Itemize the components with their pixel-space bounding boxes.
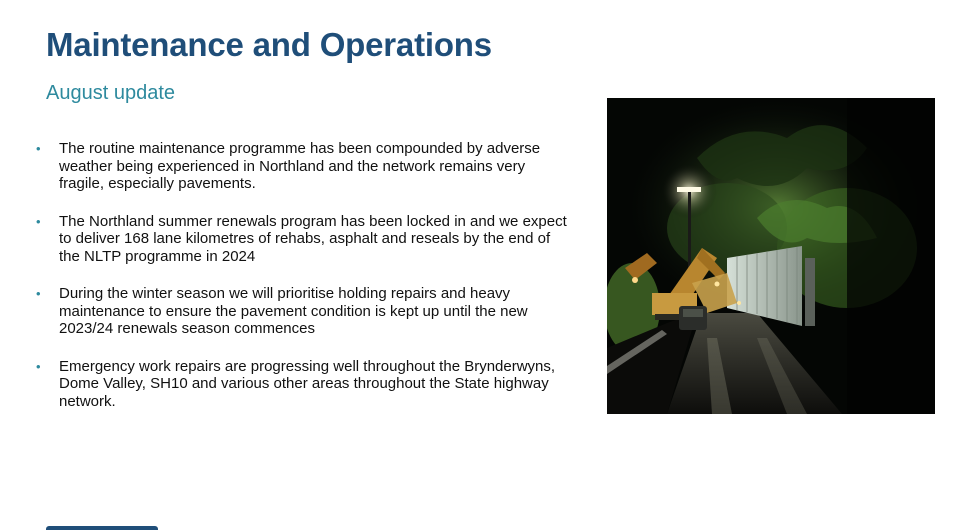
bullet-icon: •	[36, 141, 41, 156]
night-roadworks-image	[607, 98, 935, 414]
bullet-item	[34, 213, 574, 266]
bullet-icon: •	[36, 358, 41, 374]
bullet-item	[34, 358, 574, 411]
slide-title: Maintenance and Operations	[46, 26, 492, 63]
bullet-list	[34, 140, 574, 430]
bullet-text: The Northland summer renewals program has been locked in and we expect to deliver 168 lane kilometres of rehabs, asphalt and reseals by the end of the NLTP programme in 2024	[59, 212, 567, 265]
bullet-item	[34, 285, 574, 338]
bullet-icon: •	[36, 286, 41, 301]
slide-subtitle: August update	[46, 82, 175, 104]
bullet-text: The routine maintenance programme has been compounded by adverse weather being experienced in Northland and the network remains very fragile, especially pavements.	[59, 140, 541, 192]
bullet-icon: •	[36, 213, 41, 229]
bullet-text: Emergency work repairs are progressing well throughout the Brynderwyns, Dome Valley, SH10 and various other areas throughout the State highway network.	[59, 357, 556, 410]
bullet-item	[34, 140, 574, 193]
bullet-text: During the winter season we will prioritise holding repairs and heavy maintenance to ensure the pavement condition is kept up until the new 2023/24 renewals season commences	[59, 285, 528, 337]
footer-accent-bar	[46, 526, 158, 530]
night-roadworks-photo	[607, 98, 935, 414]
